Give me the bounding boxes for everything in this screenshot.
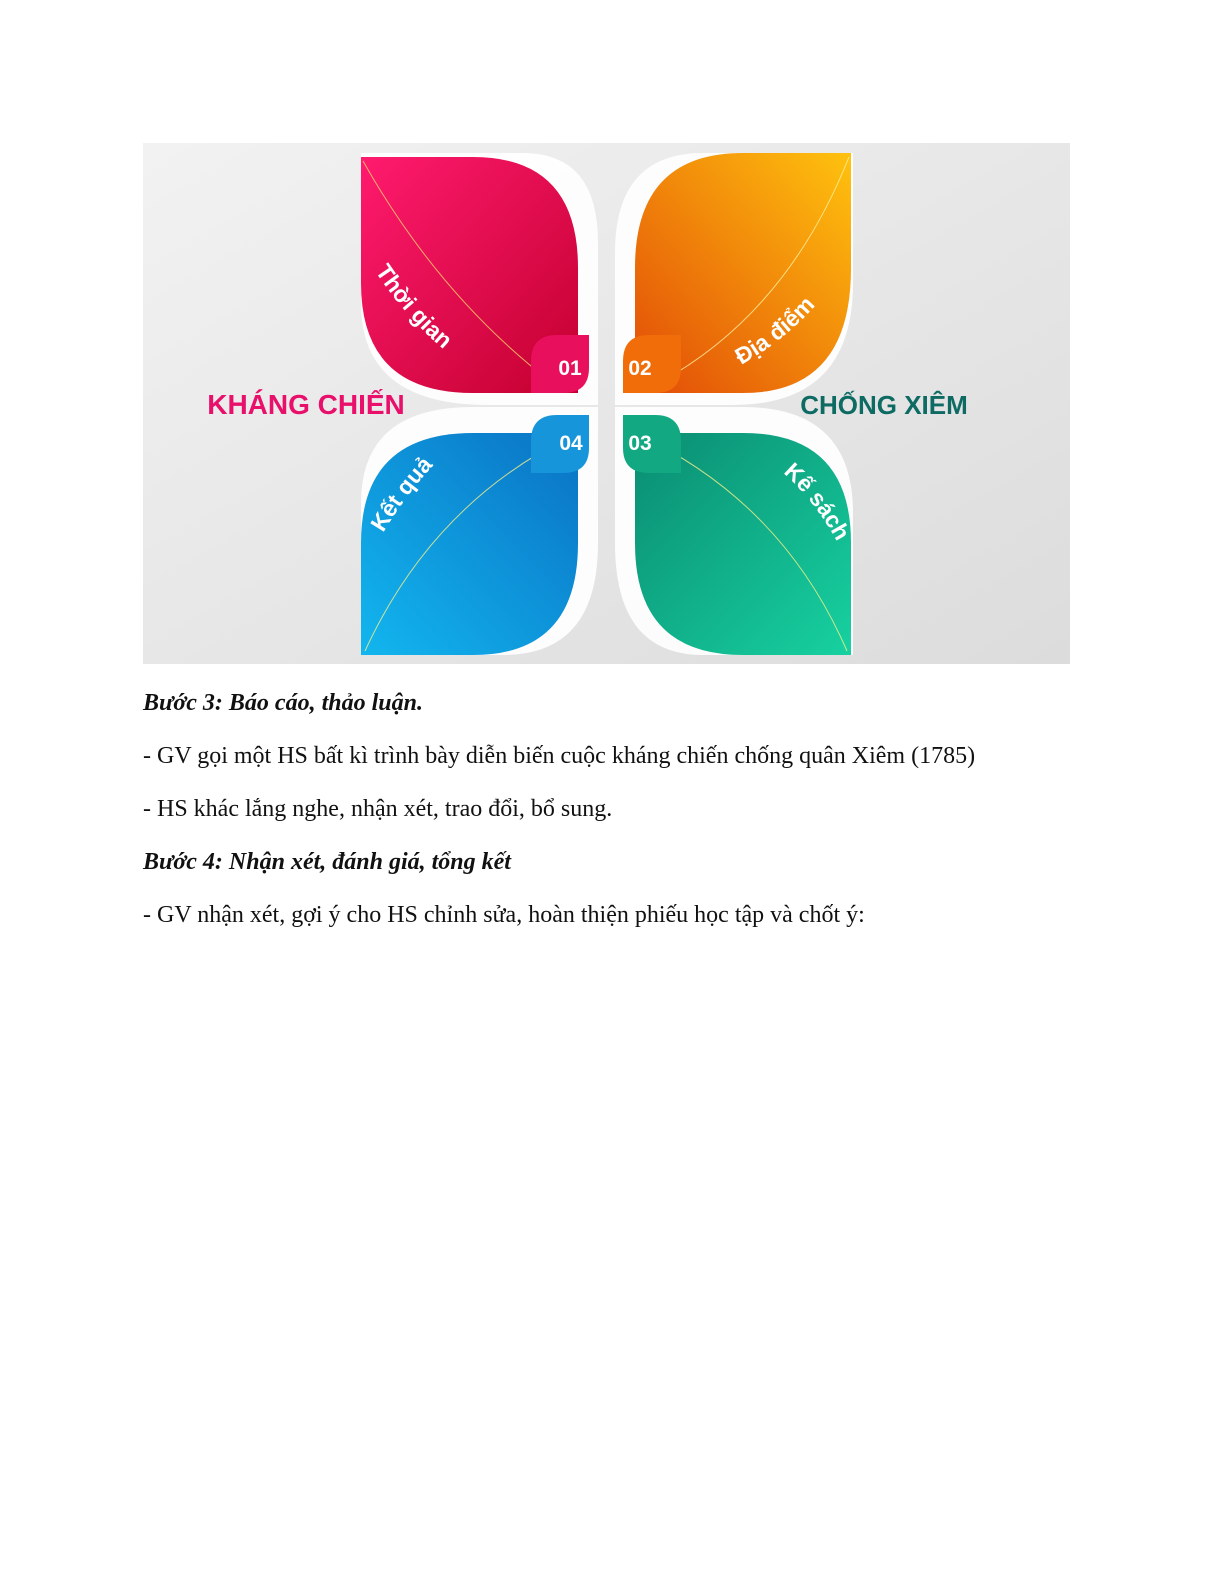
- number-01: 01: [558, 357, 582, 380]
- step3-line1: - GV gọi một HS bất kì trình bày diễn biến cuộc kháng chiến chống quân Xiêm (1785): [143, 743, 976, 769]
- number-leaf-03: [623, 415, 681, 473]
- step3-line2: - HS khác lắng nghe, nhận xét, trao đổi, bổ sung.: [143, 796, 613, 822]
- step3-line2-block: [143, 795, 1103, 824]
- step4-line1: - GV nhận xét, gợi ý cho HS chỉnh sửa, hoàn thiện phiếu học tập và chốt ý:: [143, 902, 865, 928]
- number-02: 02: [628, 357, 652, 380]
- step4-heading: Bước 4: Nhận xét, đánh giá, tổng kết: [143, 849, 511, 875]
- number-leaf-01: [531, 335, 589, 393]
- step4-line1-block: [143, 901, 1103, 930]
- petal-04-label: Kết quả: [365, 451, 438, 536]
- step3-heading-block: [143, 689, 1103, 718]
- step3-line1-block: [143, 742, 1103, 771]
- step3-heading: Bước 3: Báo cáo, thảo luận.: [143, 690, 423, 716]
- number-leaf-02: [623, 335, 681, 393]
- petal-01-label: Thời gian: [370, 259, 458, 354]
- number-04: 04: [559, 432, 583, 455]
- number-03: 03: [628, 432, 652, 455]
- diagram-figure: [143, 143, 1070, 664]
- step4-heading-block: [143, 848, 1103, 877]
- petal-03-label: Kế sách: [779, 457, 856, 545]
- diagram-left-title: KHÁNG CHIẾN: [207, 389, 405, 420]
- four-petal-diagram: [143, 143, 1070, 664]
- number-leaf-04: [531, 415, 589, 473]
- diagram-right-title: CHỐNG XIÊM: [800, 390, 968, 420]
- petal-02-label: Địa điểm: [730, 290, 820, 370]
